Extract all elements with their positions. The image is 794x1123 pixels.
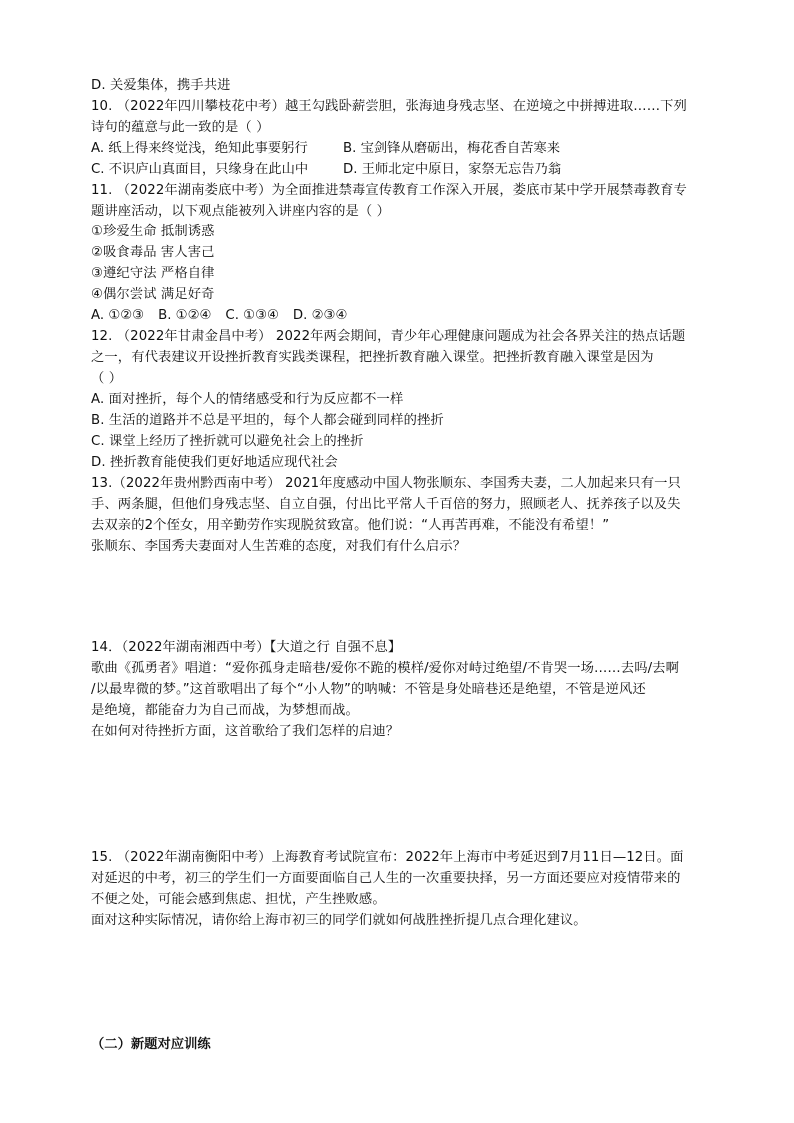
q11-option-d: D. ②③④ [292,308,348,323]
q14-stem-line2: 歌曲《孤勇者》唱道：“爱你孤身走暗巷/爱你不跪的模样/爱你对峙过绝望/不肯哭一场……去吗/去啊 [91,661,679,676]
section-heading: （二）新题对应训练 [91,1037,211,1052]
q10-stem-line2: 诗句的蕴意与此一致的是（ ） [91,120,270,135]
q15-stem-line3: 不便之处，可能会感到焦虑、担忧，产生挫败感。 [91,892,386,907]
q10-options-row1 [91,139,731,159]
q12-option-b: B. 生活的道路并不总是平坦的，每个人都会碰到同样的挫折 [91,413,444,428]
q10-option-c: C. 不识庐山真面目，只缘身在此山中 [91,162,309,177]
q11-stem-line2: 题讲座活动，以下观点能被列入讲座内容的是（ ） [91,204,391,219]
q12-option-c: C. 课堂上经历了挫折就可以避免社会上的挫折 [91,434,364,449]
q15-question: 面对这种实际情况，请你给上海市初三的同学们就如何战胜挫折提几点合理化建议。 [91,913,587,928]
q11-stem-line1: 11. （2022年湖南娄底中考）为全面推进禁毒宣传教育工作深入开展，娄底市某中学开展禁毒教育专 [91,183,687,198]
q12-stem-line3: （ ） [91,371,123,386]
q10-options-row2 [91,160,731,180]
q10-option-a: A. 纸上得来终觉浅，绝知此事要躬行 [91,141,308,156]
q11-option-b: B. ①②④ [158,308,212,323]
q11-item-2: ②吸食毒品 害人害己 [91,245,215,260]
q14-stem-line3: /以最卑微的梦。”这首歌唱出了每个“小人物”的呐喊：不管是身处暗巷还是绝望，不管是逆风还 [91,682,646,697]
q14-stem-line4: 是绝境，都能奋力为自己而战，为梦想而战。 [91,703,359,718]
q13-question: 张顺东、李国秀夫妻面对人生苦难的态度，对我们有什么启示？ [91,539,467,554]
q15-stem-line2: 对延迟的中考，初三的学生们一方面要面临自己人生的一次重要抉择，另一方面还要应对疫情带来的 [91,871,681,886]
q11-item-3: ③遵纪守法 严格自律 [91,266,215,281]
q11-item-4: ④偶尔尝试 满足好奇 [91,287,215,302]
q9-option-d: D. 关爱集体，携手共进 [91,78,231,93]
q12-option-a: A. 面对挫折，每个人的情绪感受和行为反应都不一样 [91,392,404,407]
q13-stem-line3: 去双亲的2个侄女，用辛勤劳作实现脱贫致富。他们说：“人再苦再难，不能没有希望！” [91,518,610,533]
q12-stem-line1: 12. （2022年甘肃金昌中考） 2022年两会期间，青少年心理健康问题成为社会各界关注的热点话题 [91,329,686,344]
q10-option-d: D. 王师北定中原日，家祭无忘告乃翁 [343,162,562,177]
q11-option-a: A. ①②③ [91,308,145,323]
q10-option-b: B. 宝剑锋从磨砺出，梅花香自苦寒来 [343,141,561,156]
q13-stem-line2: 手、两条腿，但他们身残志坚、自立自强，付出比平常人千百倍的努力，照顾老人、抚养孩子以及失 [91,497,681,512]
q14-stem-line1: 14．（2022年湖南湘西中考）【大道之行 自强不息】 [91,640,402,655]
q14-question: 在如何对待挫折方面，这首歌给了我们怎样的启迪？ [91,724,400,739]
q12-option-d: D. 挫折教育能使我们更好地适应现代社会 [91,455,338,470]
q13-stem-line1: 13.（2022年贵州黔西南中考） 2021年度感动中国人物张顺东、李国秀夫妻，二人加起来只有一只 [91,476,681,491]
q12-stem-line2: 之一，有代表建议开设挫折教育实践类课程，把挫折教育融入课堂。把挫折教育融入课堂是因为 [91,350,654,365]
q11-options [91,306,361,326]
q10-stem-line1: 10. （2022年四川攀枝花中考）越王勾践卧薪尝胆，张海迪身残志坚、在逆境之中拼搏进取……下列 [91,99,687,114]
q11-option-c: C. ①③④ [225,308,279,323]
q15-stem-line1: 15. （2022年湖南衡阳中考）上海教育考试院宣布：2022年上海市中考延迟到7月11日—12日。面 [91,850,684,865]
q11-item-1: ①珍爱生命 抵制诱惑 [91,224,215,239]
